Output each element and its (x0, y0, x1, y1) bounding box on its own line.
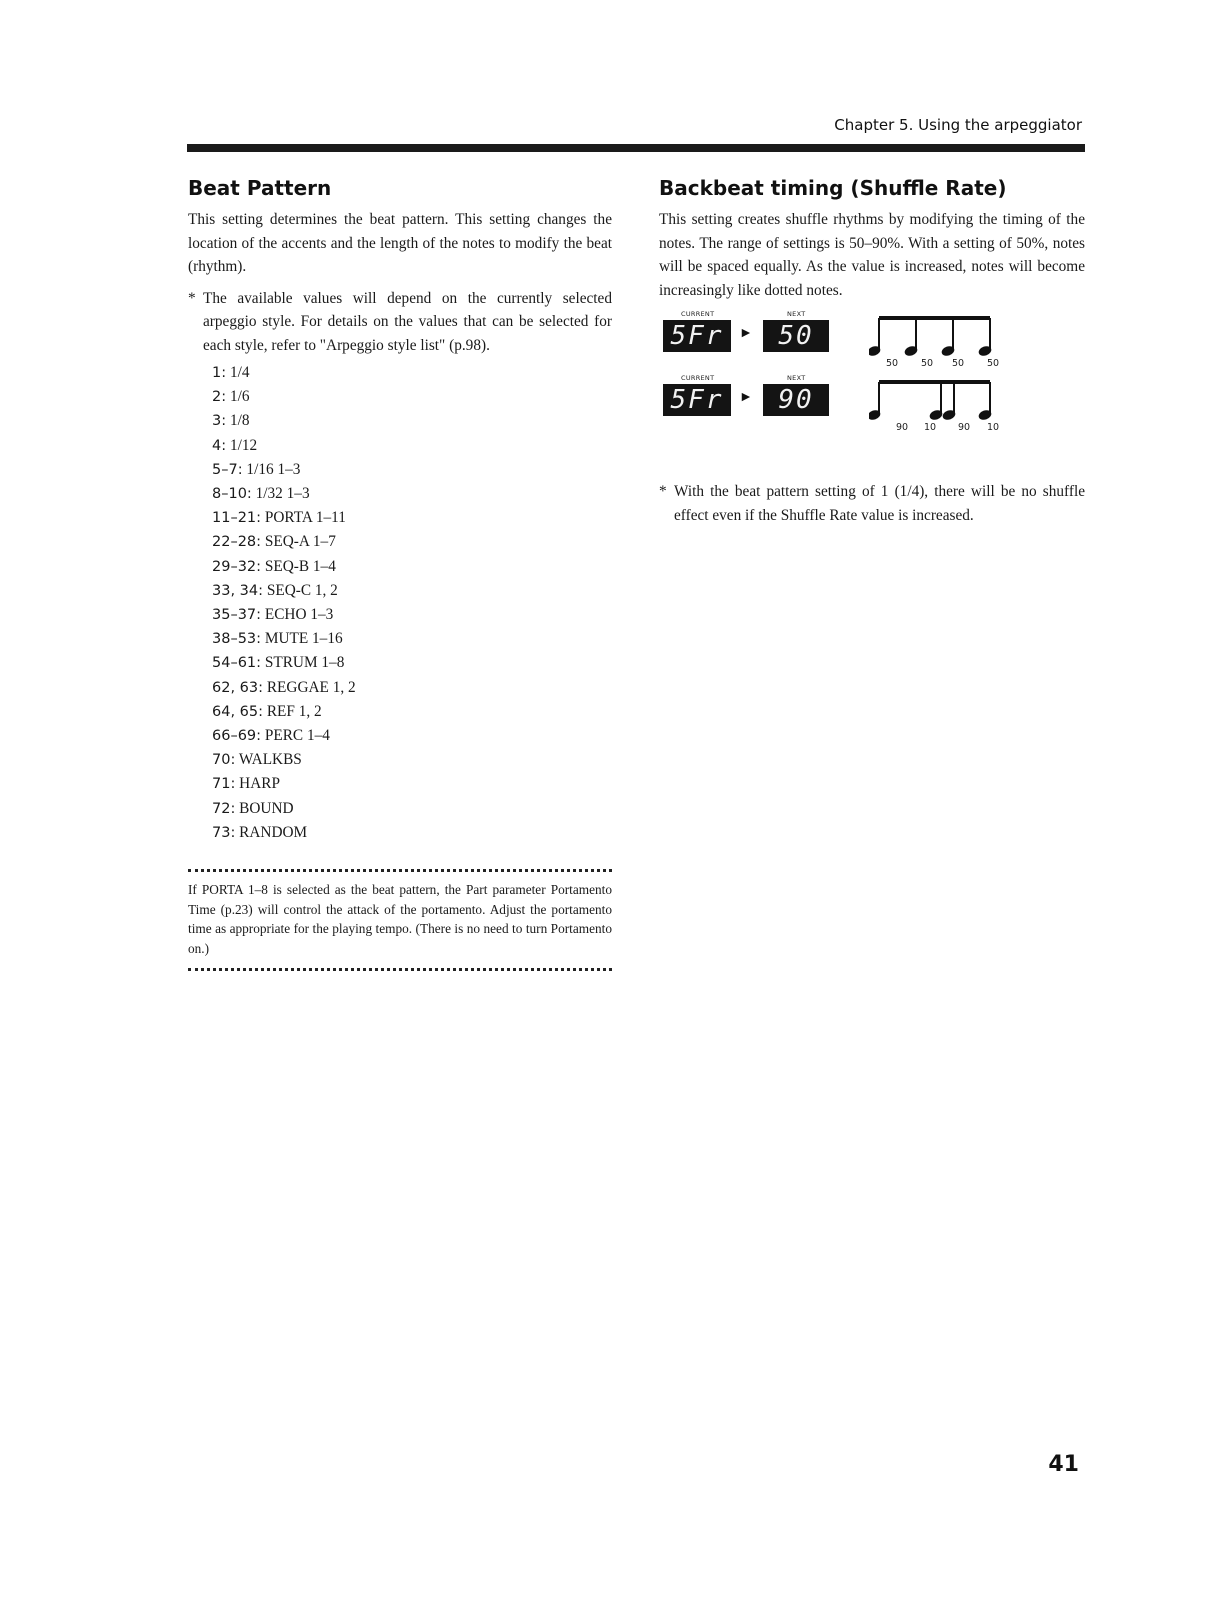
chapter-header: Chapter 5. Using the arpeggiator (834, 116, 1082, 134)
memo-bottom-divider (188, 968, 612, 971)
shuffle-row-90: CURRENT NEXT 5Fr ► 90 90 10 90 10 (659, 374, 1085, 434)
list-item: 29–32: SEQ-B 1–4 (212, 557, 336, 575)
portamento-memo (188, 869, 612, 971)
list-item: 33, 34: SEQ-C 1, 2 (212, 581, 338, 599)
even-notes-icon (869, 312, 999, 360)
list-item: 73: RANDOM (212, 823, 308, 841)
current-label: CURRENT (681, 374, 715, 382)
list-item: 35–37: ECHO 1–3 (212, 606, 334, 624)
list-item: 62, 63: REGGAE 1, 2 (212, 678, 356, 696)
beat-pattern-title: Beat Pattern (188, 176, 332, 200)
memo-top-divider (188, 869, 612, 872)
current-display: 5Fr (663, 320, 731, 352)
beat-pattern-intro: This setting determines the beat pattern. This setting changes the location of the accents and the length of the notes to modify the beat (rhythm). (188, 211, 612, 275)
beat-pattern-note-text: The available values will depend on the currently selected arpeggio style. For details on the values that can be selected for each style, refer to "Arpeggio style list" (p.98). (203, 289, 612, 354)
list-item: 22–28: SEQ-A 1–7 (212, 533, 336, 551)
list-item: 3: 1/8 (212, 412, 250, 430)
backbeat-note (659, 480, 1085, 527)
list-item: 11–21: PORTA 1–11 (212, 509, 346, 527)
dotted-notes-icon (869, 376, 999, 424)
arrow-icon: ► (739, 390, 753, 405)
page-number: 41 (1048, 1452, 1079, 1477)
list-item: 5–7: 1/16 1–3 (212, 460, 301, 478)
next-display: 50 (763, 320, 829, 352)
backbeat-title: Backbeat timing (Shuffle Rate) (659, 176, 1007, 200)
current-display: 5Fr (663, 384, 731, 416)
shuffle-diagram (659, 310, 1085, 470)
list-item: 8–10: 1/32 1–3 (212, 485, 310, 503)
arrow-icon: ► (739, 326, 753, 341)
list-item: 64, 65: REF 1, 2 (212, 702, 322, 720)
backbeat-note-text: With the beat pattern setting of 1 (1/4), there will be no shuffle effect even if the Shuffle Rate value is increased. (674, 483, 1085, 524)
next-label: NEXT (787, 310, 806, 318)
backbeat-intro: This setting creates shuffle rhythms by modifying the timing of the notes. The range of settings is 50–90%. With a setting of 50%, notes will be spaced equally. As the value is increased, notes will become increasingly like dotted notes. (659, 211, 1085, 299)
list-item: 2: 1/6 (212, 388, 250, 406)
list-item: 38–53: MUTE 1–16 (212, 630, 343, 648)
shuffle-row-50: CURRENT NEXT 5Fr ► 50 50 50 50 50 (659, 310, 1085, 370)
beat-pattern-section (188, 176, 612, 971)
note-marker: * (188, 289, 196, 307)
list-item: 71: HARP (212, 775, 280, 793)
beat-pattern-note (188, 287, 612, 358)
list-item: 70: WALKBS (212, 751, 302, 769)
beat-pattern-values-list (212, 361, 612, 845)
current-label: CURRENT (681, 310, 715, 318)
list-item: 72: BOUND (212, 799, 294, 817)
next-display: 90 (763, 384, 829, 416)
header-rule (187, 144, 1085, 152)
next-label: NEXT (787, 374, 806, 382)
list-item: 4: 1/12 (212, 436, 258, 454)
list-item: 66–69: PERC 1–4 (212, 727, 330, 745)
backbeat-section (659, 176, 1085, 527)
list-item: 54–61: STRUM 1–8 (212, 654, 345, 672)
memo-text: If PORTA 1–8 is selected as the beat pattern, the Part parameter Portamento Time (p.23) will control the attack of the portamento. Adjust the portamento time as appropriate for the playing tempo. (There is no need to turn Portamento on.) (188, 882, 612, 956)
list-item: 1: 1/4 (212, 364, 250, 381)
note-marker: * (659, 483, 667, 500)
